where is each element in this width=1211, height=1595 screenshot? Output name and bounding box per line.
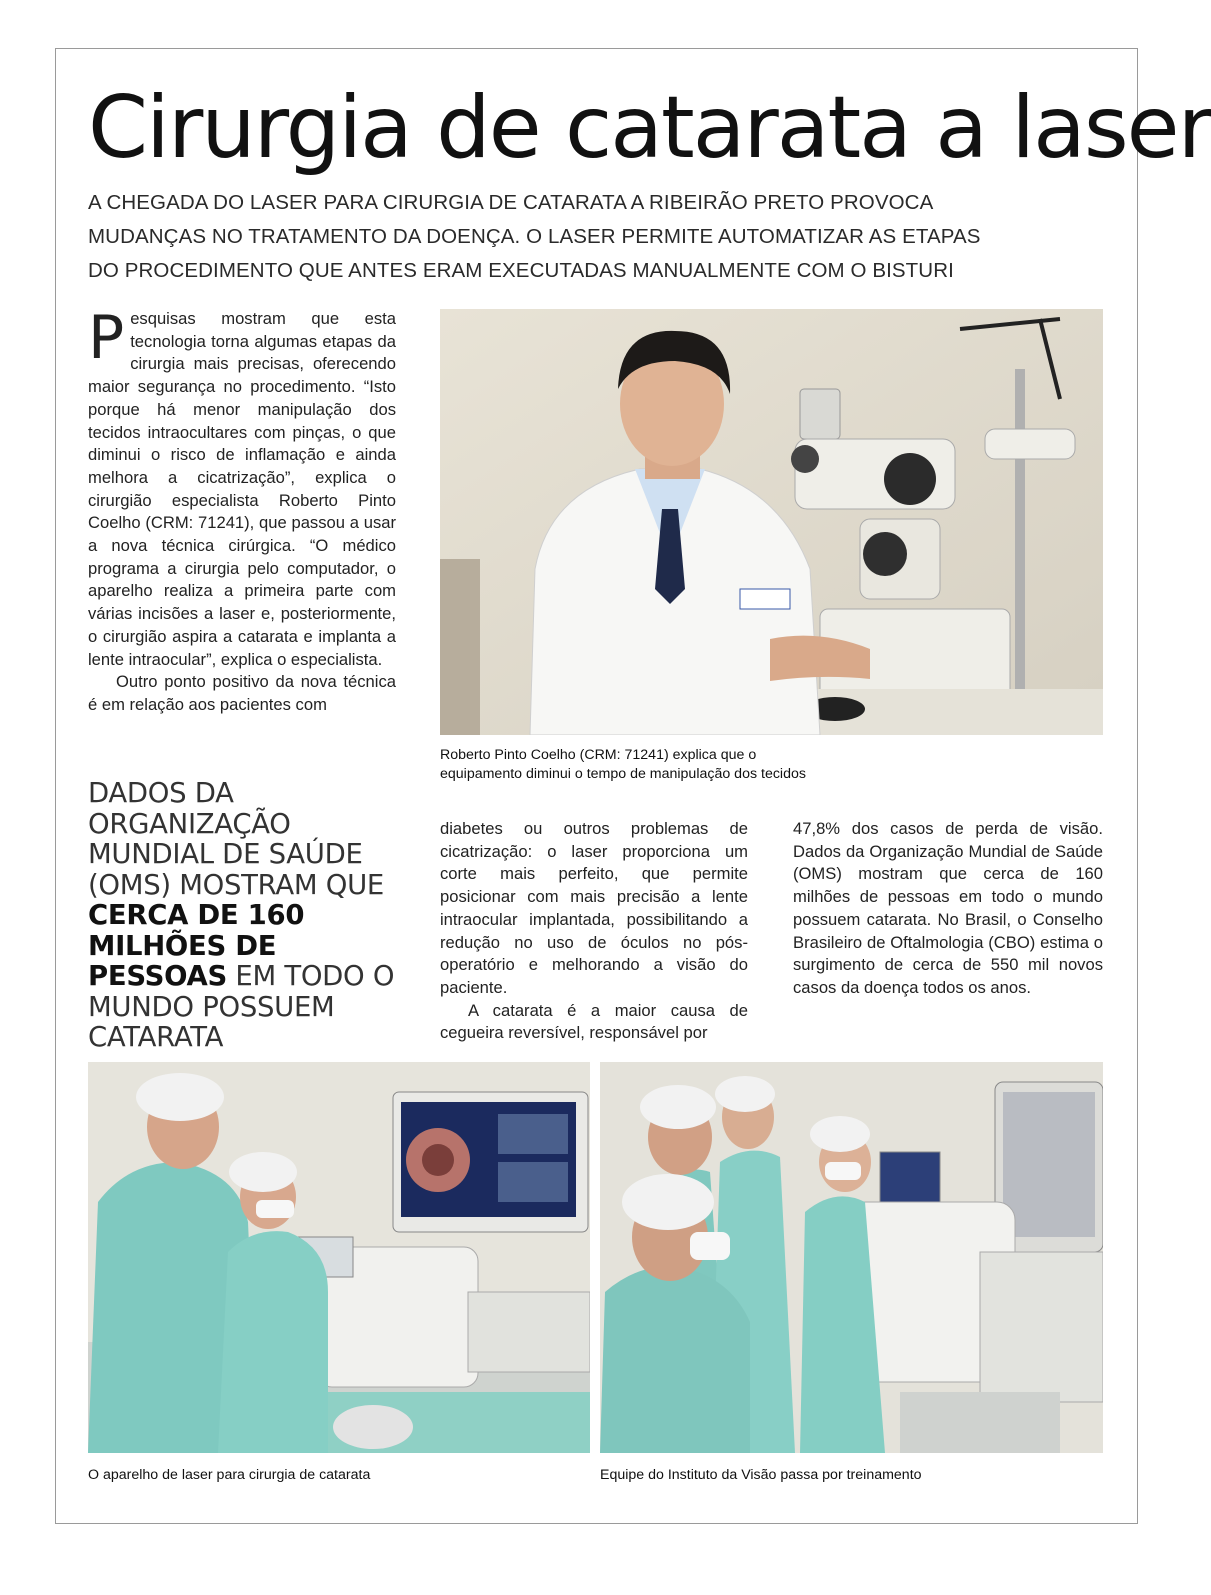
pull-quote-text-2: EM TODO O MUNDO POSSUEM CATARATA: [88, 960, 395, 1053]
caption-main-line-1: Roberto Pinto Coelho (CRM: 71241) explica que o: [440, 747, 757, 763]
lead-line-2: MUDANÇAS NO TRATAMENTO DA DOENÇA. O LASER PERMITE AUTOMATIZAR AS ETAPAS: [88, 225, 981, 248]
body-column-2: [440, 818, 748, 1045]
lead-line-3: DO PROCEDIMENTO QUE ANTES ERAM EXECUTADAS MANUALMENTE COM O BISTURI: [88, 259, 954, 282]
pull-quote-text-1: DADOS DA ORGANIZAÇÃO MUNDIAL DE SAÚDE (OMS) MOSTRAM QUE: [88, 777, 384, 901]
body-column-3: [793, 818, 1103, 1000]
caption-main-photo: [440, 746, 1103, 784]
pull-quote-highlight: CERCA DE 160 MILHÕES DE PESSOAS: [88, 899, 305, 992]
body-column-1: [88, 303, 396, 717]
article-title: Cirurgia de catarata a laser: [88, 78, 1211, 178]
photo-doctor-portrait: [440, 309, 1103, 735]
caption-bottom-left: O aparelho de laser para cirurgia de catarata: [88, 1467, 371, 1483]
body-paragraph-5: 47,8% dos casos de perda de visão. Dados da Organização Mundial de Saúde (OMS) mostram que cerca de 160 milhões de pessoas em todo o mundo possuem catarata. No Brasil, o Conselho Brasileiro de Oftalmologia (CBO) estima o surgimento de cerca de 550 mil novos casos da doença todos os anos.: [793, 819, 1103, 997]
lead-line-1: A CHEGADA DO LASER PARA CIRURGIA DE CATARATA A RIBEIRÃO PRETO PROVOCA: [88, 191, 934, 214]
article-lead: [88, 186, 1088, 288]
drop-cap: P: [88, 303, 125, 373]
caption-bottom-right: Equipe do Instituto da Visão passa por treinamento: [600, 1467, 922, 1483]
photo-laser-device: [88, 1062, 590, 1453]
body-paragraph-1: esquisas mostram que esta tecnologia torna algumas etapas da cirurgia mais precisas, oferecendo maior segurança no procedimento. “Isto porque há menor manipulação dos tecidos intraocultares com pinças, o que diminui o risco de inflamação e ainda melhora a cicatrização”, explica o cirurgião especialista Roberto Pinto Coelho (CRM: 71241), que passou a usar a nova técnica cirúrgica. “O médico programa a cirurgia pelo computador, o aparelho realiza a primeira parte com várias incisões a laser e, posteriormente, o cirurgião aspira a catarata e implanta a lente intraocular”, explica o especialista.: [88, 309, 396, 669]
body-paragraph-2: Outro ponto positivo da nova técnica é em relação aos pacientes com: [88, 672, 396, 714]
photo-team-training: [600, 1062, 1103, 1453]
body-paragraph-4: A catarata é a maior causa de cegueira reversível, responsável por: [440, 1000, 748, 1043]
body-paragraph-3: diabetes ou outros problemas de cicatrização: o laser proporciona um corte mais perfeito, que permite posicionar com mais precisão a lente intraocular implantada, possibilitando a redução no uso de óculos no pós-operatório e melhorando a visão do paciente.: [440, 819, 748, 997]
pull-quote: [88, 778, 418, 1053]
caption-main-line-2: equipamento diminui o tempo de manipulação dos tecidos: [440, 766, 806, 782]
